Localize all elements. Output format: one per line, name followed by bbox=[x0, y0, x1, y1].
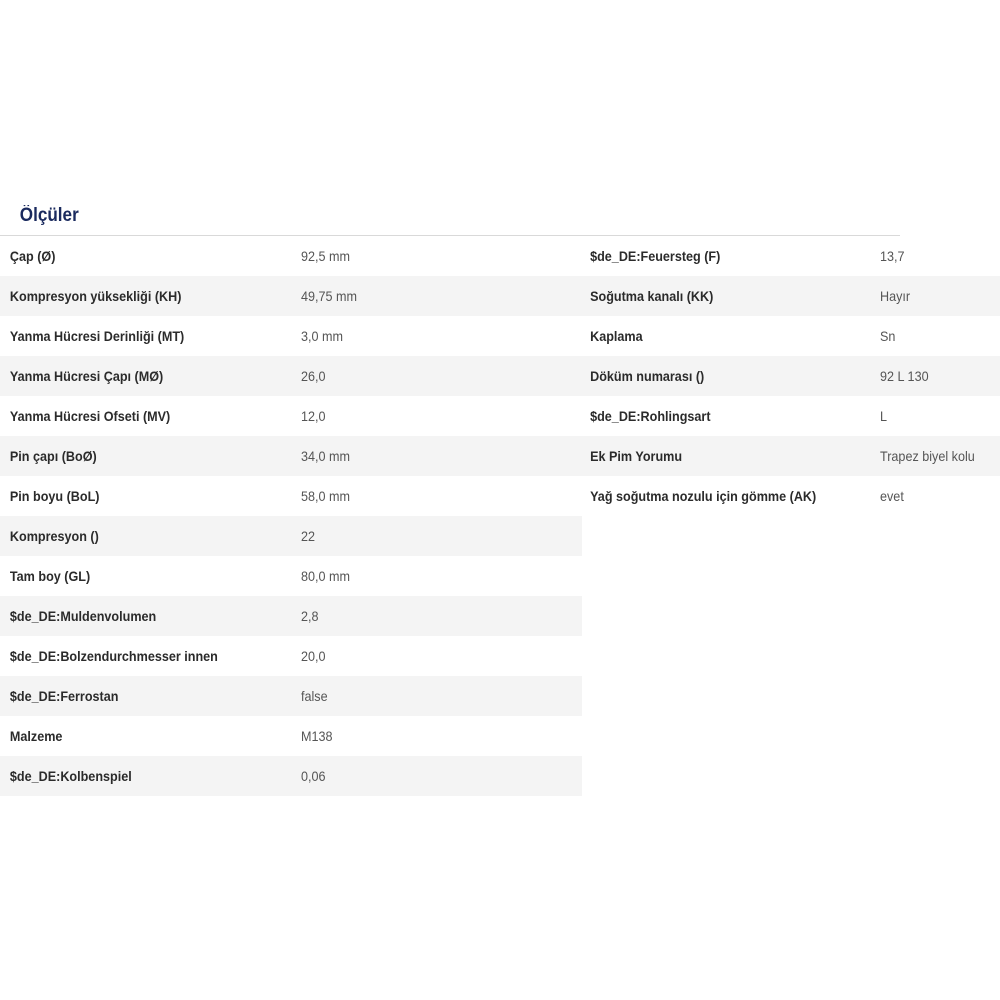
row-label: Soğutma kanalı (KK) bbox=[590, 288, 714, 304]
table-row bbox=[0, 556, 582, 596]
dimensions-section bbox=[0, 196, 1000, 796]
table-row bbox=[0, 316, 582, 356]
table-row bbox=[0, 716, 582, 756]
row-value: 13,7 bbox=[880, 248, 905, 264]
table-row bbox=[0, 596, 582, 636]
table-row bbox=[0, 436, 582, 476]
row-value: L bbox=[880, 408, 888, 424]
row-label: Çap (Ø) bbox=[9, 248, 56, 264]
row-value: false bbox=[301, 688, 328, 704]
table-row bbox=[0, 396, 582, 436]
row-value: 58,0 mm bbox=[301, 488, 351, 504]
row-label: Malzeme bbox=[9, 728, 63, 744]
row-value: 92 L 130 bbox=[880, 368, 929, 384]
row-value: 0,06 bbox=[301, 768, 326, 784]
table-row bbox=[0, 636, 582, 676]
table-row bbox=[582, 356, 1000, 396]
row-value: 20,0 bbox=[301, 648, 326, 664]
section-title: Ölçüler bbox=[0, 196, 900, 236]
row-label: Yanma Hücresi Derinliği (MT) bbox=[9, 328, 185, 344]
row-label: Ek Pim Yorumu bbox=[590, 448, 683, 464]
table-row bbox=[0, 676, 582, 716]
row-label: Pin çapı (BoØ) bbox=[9, 448, 97, 464]
row-label: Kaplama bbox=[590, 328, 643, 344]
table-row bbox=[0, 356, 582, 396]
row-value: 49,75 mm bbox=[301, 288, 358, 304]
row-label: $de_DE:Feuersteg (F) bbox=[590, 248, 721, 264]
row-label: Yağ soğutma nozulu için gömme (AK) bbox=[590, 488, 817, 504]
row-value: 22 bbox=[301, 528, 316, 544]
row-label: $de_DE:Kolbenspiel bbox=[9, 768, 132, 784]
row-label: Kompresyon yüksekliği (KH) bbox=[9, 288, 182, 304]
row-label: Pin boyu (BoL) bbox=[9, 488, 100, 504]
row-value: Sn bbox=[880, 328, 896, 344]
table-row bbox=[582, 276, 1000, 316]
row-label: Tam boy (GL) bbox=[9, 568, 91, 584]
table-row bbox=[582, 476, 1000, 516]
row-label: $de_DE:Bolzendurchmesser innen bbox=[9, 648, 218, 664]
row-label: Yanma Hücresi Ofseti (MV) bbox=[9, 408, 171, 424]
row-label: $de_DE:Ferrostan bbox=[9, 688, 119, 704]
row-value: 26,0 bbox=[301, 368, 326, 384]
table-row bbox=[582, 396, 1000, 436]
row-value: Hayır bbox=[880, 288, 911, 304]
row-label: $de_DE:Muldenvolumen bbox=[9, 608, 157, 624]
row-value: 12,0 bbox=[301, 408, 326, 424]
row-value: 2,8 bbox=[301, 608, 319, 624]
row-value: 3,0 mm bbox=[301, 328, 344, 344]
table-row bbox=[582, 316, 1000, 356]
spec-tables bbox=[0, 236, 1000, 796]
row-label: Yanma Hücresi Çapı (MØ) bbox=[9, 368, 164, 384]
table-row bbox=[0, 516, 582, 556]
table-row bbox=[582, 436, 1000, 476]
table-row bbox=[0, 476, 582, 516]
row-value: Trapez biyel kolu bbox=[880, 448, 976, 464]
row-value: 92,5 mm bbox=[301, 248, 351, 264]
table-row bbox=[582, 236, 1000, 276]
row-value: 34,0 mm bbox=[301, 448, 351, 464]
row-value: evet bbox=[880, 488, 905, 504]
row-label: $de_DE:Rohlingsart bbox=[590, 408, 711, 424]
row-label: Kompresyon () bbox=[9, 528, 99, 544]
table-row bbox=[0, 236, 582, 276]
row-value: 80,0 mm bbox=[301, 568, 351, 584]
table-row bbox=[0, 756, 582, 796]
row-value: M138 bbox=[301, 728, 333, 744]
spec-table-left bbox=[0, 236, 582, 796]
spec-table-right bbox=[582, 236, 1000, 516]
row-label: Döküm numarası () bbox=[590, 368, 705, 384]
table-row bbox=[0, 276, 582, 316]
